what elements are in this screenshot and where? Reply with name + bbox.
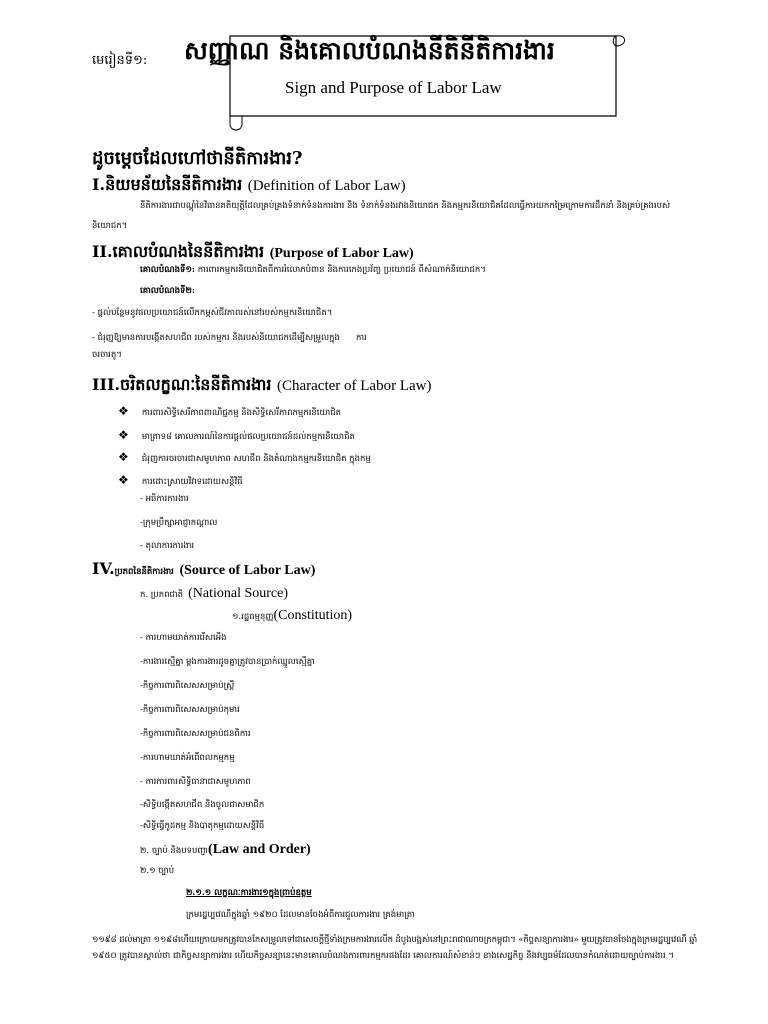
lesson-label: មេរៀនទី១: (92, 53, 148, 68)
section-1-title-khmer: និយមន័យនៃនីតិការងារ (105, 175, 243, 194)
section-1-heading (92, 174, 406, 198)
constitution-item: -ការងារស្មើគ្នា ម្ដងការងារដូចគ្នាត្រូវបានប្រាក់ឈ្នួលស្មើគ្នា (140, 657, 315, 667)
purpose-2-label: គោលបំណងទី២: (140, 286, 196, 296)
section-3-title-english: (Character of Labor Law) (276, 378, 432, 394)
constitution-item: - ការហាមឃាត់ការរើសអើង (140, 633, 227, 643)
character-bullet-1: ❖ ការពារសិទ្ធិសេរីភាពពាណិជ្ជកម្ម និងសិទ្ធិសេរីភាពកម្មករនិយោជិត (118, 404, 342, 418)
diamond-bullet-icon: ❖ (118, 473, 129, 487)
dispute-sub-item-2: -ក្រុមប្រឹក្សាអាជ្ញាកណ្ដាល (140, 518, 218, 528)
section-4-title-khmer: ប្រភពនៃនីតិការងារ (114, 567, 174, 577)
purpose-1-line (140, 265, 486, 277)
purpose-1-text: ការពារកម្មករនិយោជិតពីការរំលោភបំពាន និងការកេងប្រវ័ញ្ច ប្រយោជន៍ ពីសំណាក់និយោជក។ (197, 265, 486, 275)
purpose-2-item-2: - ជំរុញឱ្យមានការបង្កើតសហជីព របស់កម្មករ និងរបស់និយោជកដើម្បីសម្រួលក្នុង (92, 333, 340, 343)
diamond-bullet-icon: ❖ (118, 404, 129, 418)
constitution-item: -សិទ្ធិធ្វើកូដកម្ម និងបាតុកម្មដោយសន្តិវិធី (140, 821, 265, 831)
constitution-item: -កិច្ចការពារពិសេសសម្រាប់កុមារ (140, 705, 240, 715)
character-bullet-2: ❖ មាត្រាទ៨ គោលការណ៍នៃការផ្ដល់ផលប្រយោជន៍ដល់កម្មករនិយោជិត (118, 428, 355, 442)
section-2-title-khmer: គោលបំណងនៃនីតិការងារ (112, 242, 265, 261)
law-subsubheading: ២.១.១ លក្ខណៈការងារ១ក្នុងព្រាប់ឧត្តម (186, 888, 312, 898)
national-source-heading: ក. ប្រភពជាតិ (National Source) (140, 586, 289, 601)
diamond-bullet-icon: ❖ (118, 450, 129, 464)
section-1-body-line-1: នីតិការងារជាបណ្ដុំនៃវិធានគតិយុត្តិដែលគ្រប់គ្រងទំនាក់ទំនងការងារ និង ទំនាក់ទំនងរវាងនិយោជក និងកម្មករនិយោជិតដែលធ្វើការយកកម្រៃក្រោមការដឹកនាំ និងគ្រប់គ្រងរបស់ (140, 201, 671, 211)
section-3-heading (92, 374, 431, 398)
diamond-bullet-icon: ❖ (118, 428, 129, 442)
law-subheading: ២.១ ច្បាប់ (140, 866, 175, 876)
character-bullet-4: ❖ ការដោះស្រាយវិវាទដោយសន្តិវិធី (118, 473, 243, 487)
constitution-heading: ១.រដ្ឋធម្មនុញ្ញ(Constitution) (232, 608, 353, 623)
purpose-2-item-2-continuation: ចរចារតូ។ (92, 350, 122, 360)
character-bullet-3: ❖ ជំរុញការចរចារជាសមូហភាព សហជីព និងតំណាងកម្មករនិយោជិត ក្នុងកម្ម (118, 450, 371, 464)
section-2-number: II. (92, 242, 113, 261)
closing-paragraph-line-1: ១១៩៨ ដល់មាត្រា ១១៩៨ហើយក្រោយមកត្រូវបានកែសម្រួលទៅជាសេចក្ដីថ្មីទាំងក្រមការងារលើក ដំបូងបង្អស់នៅព្រះរាជាណាចក្រកម្ពុជា។ «កិច្ចសន្យាការងារ» មួយត្រូវបានចែងក្នុងក្រមរដ្ឋប្បវេណី ឆ្នាំ (92, 935, 698, 945)
section-3-number: III. (92, 375, 121, 394)
constitution-item: -សិទ្ធិបង្កើតសហជីព និងចូលជាសមាជិក (140, 800, 265, 810)
constitution-item: - ការការពារសិទ្ធិធានាជាសមូហភាព (140, 777, 251, 787)
dispute-sub-item-1: - អធិការការងារ (140, 494, 189, 504)
section-1-body-line-2: និយោជក។ (92, 221, 128, 231)
constitution-item: -កិច្ចការពារពិសេសសម្រាប់ស្ត្រី (140, 681, 235, 691)
section-1-number: I. (92, 175, 106, 194)
document-title-khmer: សញ្ញាណ និងគោលបំណងនីតិនីតិការងារ (184, 36, 555, 65)
section-4-number: IV. (92, 559, 115, 578)
question-heading: ដូចម្ដេចដែលហៅថានីតិការងារ? (92, 148, 303, 169)
section-1-title-english: (Definition of Labor Law) (247, 178, 406, 194)
section-4-title-english: (Source of Labor Law) (179, 563, 316, 578)
purpose-1-label: គោលបំណងទី១: (140, 265, 196, 275)
section-3-title-khmer: ចរិតលក្ខណៈនៃនីតិការងារ (120, 375, 272, 394)
law-text: ក្រមរដ្ឋប្បវេណីក្នុងឆ្នាំ ១៩២០ ដែលមានចែងអំពីការជួលការងារ គ្រង់មាត្រា (186, 910, 415, 920)
section-4-heading (92, 559, 315, 579)
closing-paragraph-line-2: ១៩៥០ ត្រូវបានស្គាល់ថា ជាកិច្ចសន្យាការងារ ហើយកិច្ចសន្យានេះមានគោលបំណងការពារកម្មករផងដែរ គោលការណ៍សំខាន់ៗ ខាងសេដ្ឋកិច្ច និងវប្បធម៌ដែលបានកំណត់ដោយច្បាប់ការងារ ។ (92, 951, 674, 961)
law-and-order-heading: ២. ច្បាប់ និងបទបញ្ជា(Law and Order) (140, 842, 311, 857)
purpose-2-item-2-tail: ការ (356, 333, 367, 343)
constitution-item: -ការហាមឃាត់អំពើពលកម្មកម្ម (140, 753, 235, 763)
purpose-2-item-1: - ផ្ដល់បន្ថែមនូវផលប្រយោជន៍លើកកម្ពស់ជីវភាពរស់នៅរបស់កម្មករនិយោជិត។ (92, 308, 333, 318)
document-title-english: Sign and Purpose of Labor Law (285, 78, 502, 97)
dispute-sub-item-3: - តុលាការការងារ (140, 541, 195, 551)
constitution-item: -កិច្ចការពារពិសេសសម្រាប់ជនពិការ (140, 729, 251, 739)
section-2-heading (92, 241, 414, 265)
section-2-title-english: (Purpose of Labor Law) (269, 246, 414, 261)
